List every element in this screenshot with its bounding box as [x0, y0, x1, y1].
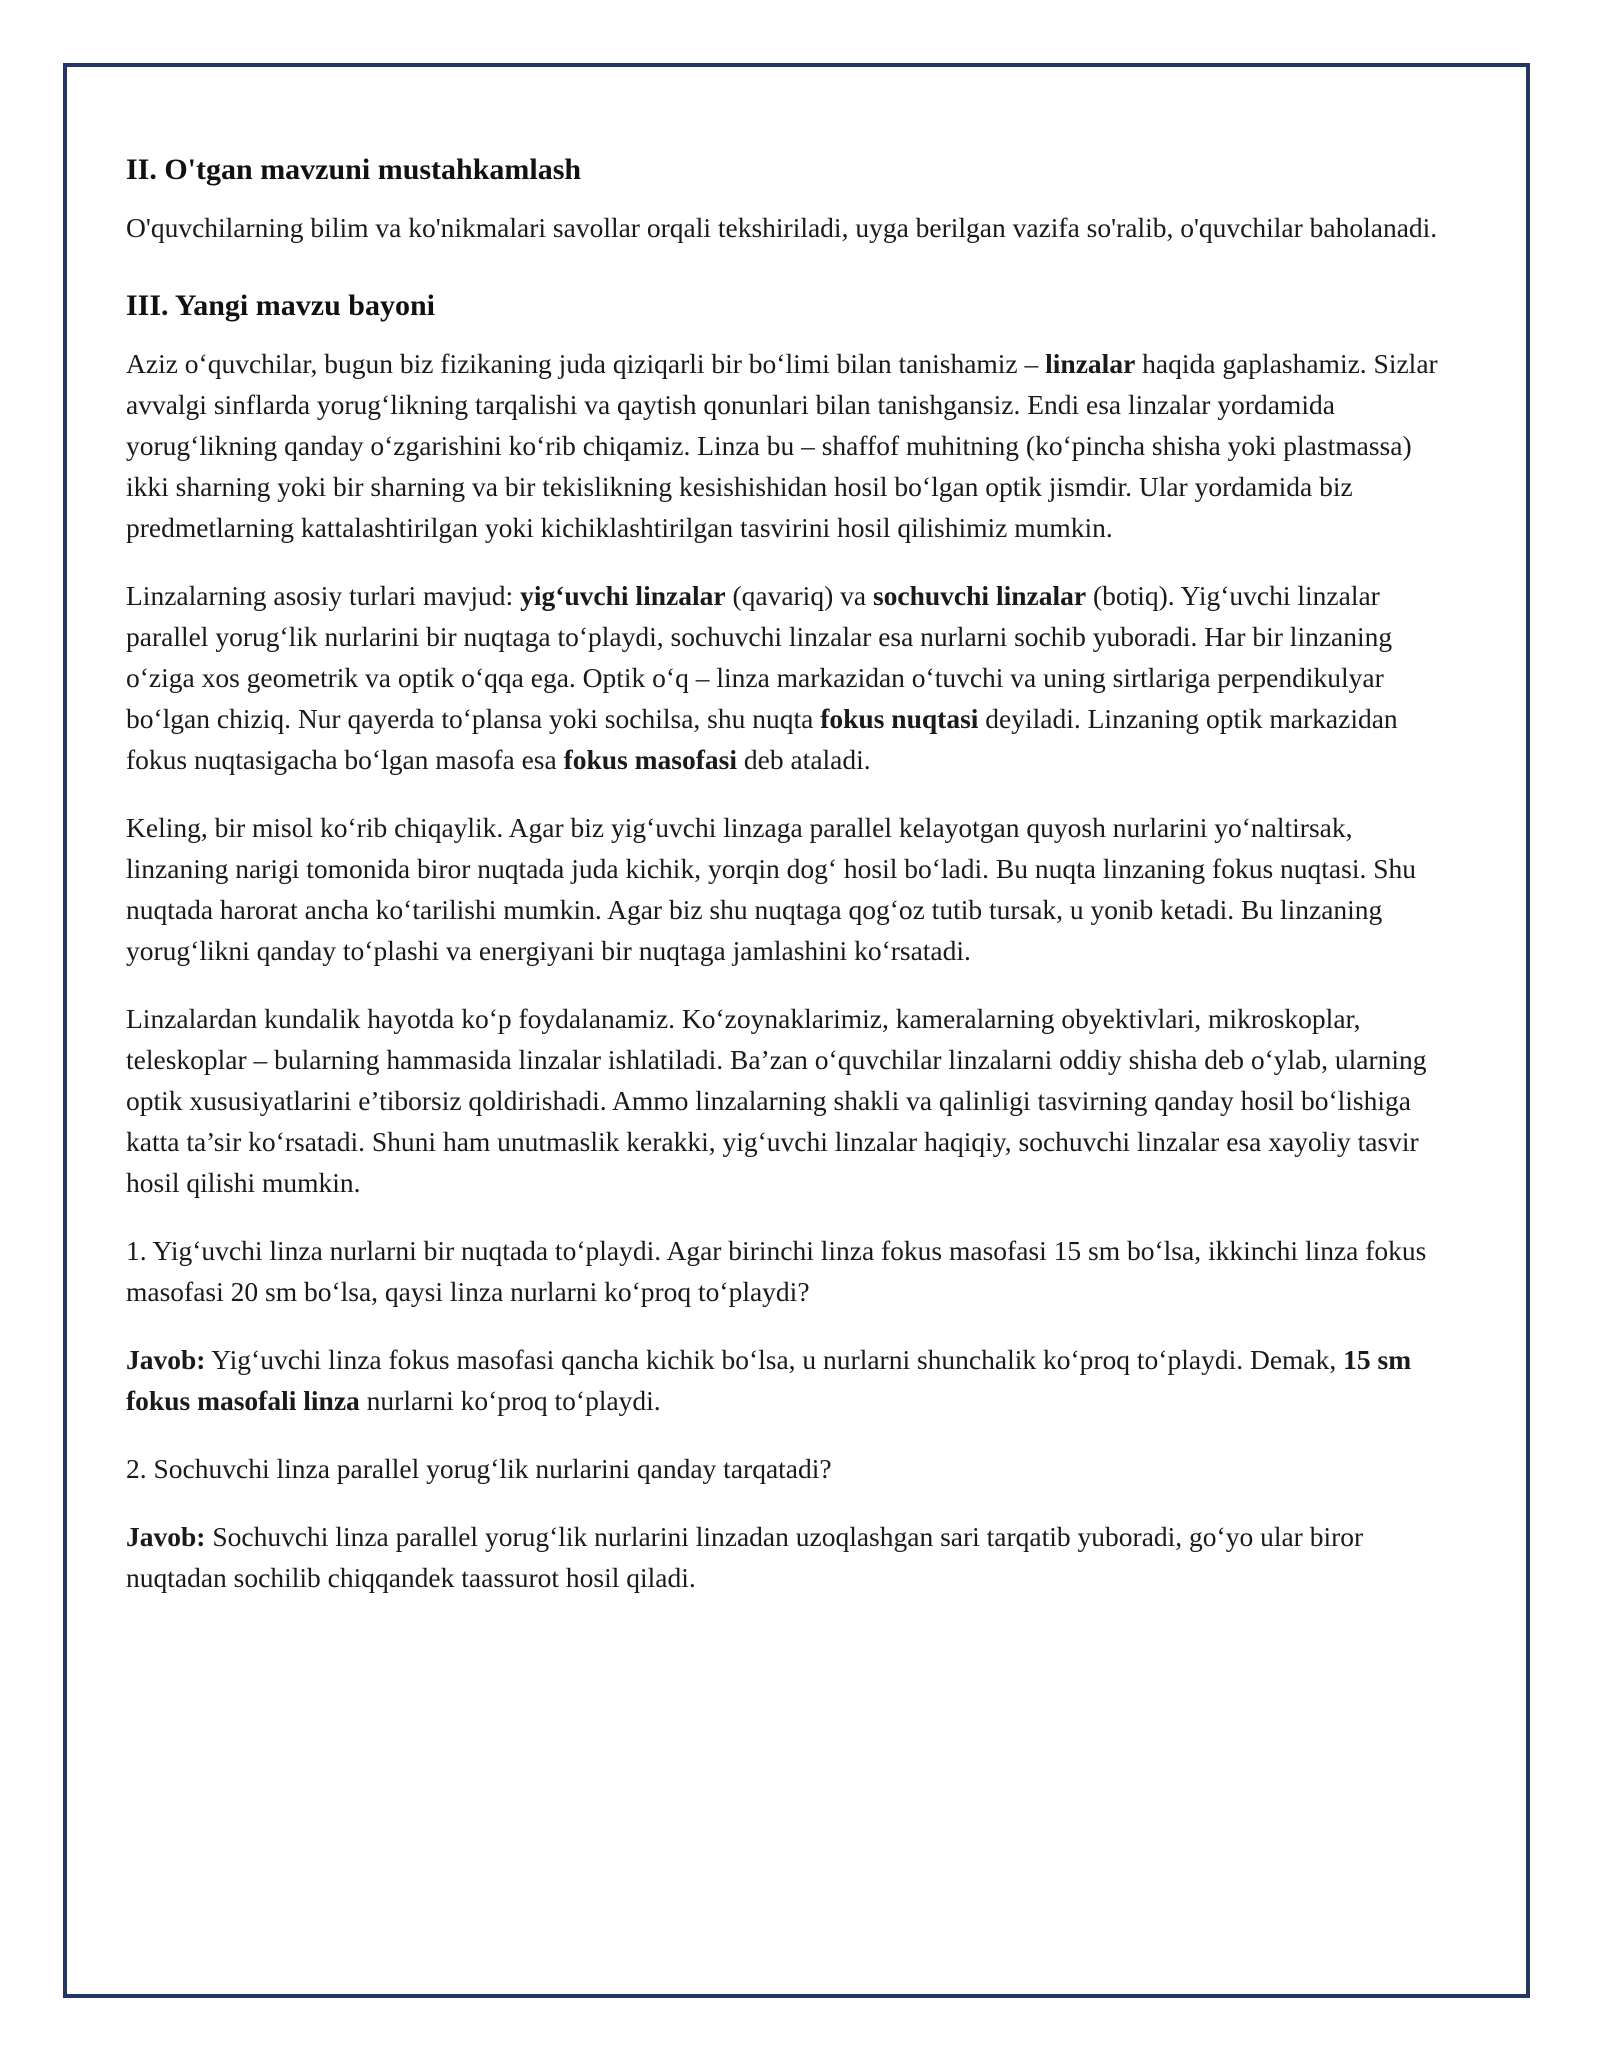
bold-term: 15 sm fokus masofali linza: [126, 1344, 1412, 1416]
text-span: Aziz o‘quvchilar, bugun biz fizikaning juda qiziqarli bir bo‘limi bilan tanishamiz –: [126, 348, 1046, 379]
text-span: (botiq). Yig‘uvchi linzalar parallel yorug‘lik nurlarini bir nuqtaga to‘playdi, sochuvchi linzalar esa nurlarni sochib yuboradi. Har bir linzaning o‘ziga xos geometrik va optik o‘qqa ega. Optik o‘q – linza markazidan o‘tuvchi va uning sirtlariga perpendikulyar bo‘lgan chiziq. Nur qayerda to‘plansa yoki sochilsa, shu nuqta: [126, 580, 1393, 734]
text-span: deyiladi. Linzaning optik markazidan fokus nuqtasigacha bo‘lgan masofa esa: [126, 703, 1398, 775]
section-heading-new-topic: III. Yangi mavzu bayoni: [126, 289, 435, 322]
daily-use-paragraph: Linzalardan kundalik hayotda ko‘p foydalanamiz. Ko‘zoynaklarimiz, kameralarning obyektivlari, mikroskoplar, teleskoplar – bularning hammasida linzalar ishlatiladi. Ba’zan o‘quvchilar linzalarni oddiy shisha deb o‘ylab, ularning optik xususiyatlarini e’tiborsiz qoldirishadi. Ammo linzalarning shakli va qalinligi tasvirning qanday hosil bo‘lishiga katta ta’sir ko‘rsatadi. Shuni ham unutmaslik kerakki, yig‘uvchi linzalar haqiqiy, sochuvchi linzalar esa xayoliy tasvir hosil qilishi mumkin.: [126, 1003, 1427, 1198]
example-paragraph: Keling, bir misol ko‘rib chiqaylik. Agar biz yig‘uvchi linzaga parallel kelayotgan quyosh nurlarini yo‘naltirsak, linzaning narigi tomonida biror nuqtada juda kichik, yorqin dog‘ hosil bo‘ladi. Bu nuqta linzaning fokus nuqtasi. Shu nuqtada harorat ancha ko‘tarilishi mumkin. Agar biz shu nuqtaga qog‘oz tutib tursak, u yonib ketadi. Bu linzaning yorug‘likni qanday to‘plashi va energiyani bir nuqtaga jamlashini ko‘rsatadi.: [126, 812, 1417, 966]
review-paragraph: O'quvchilarning bilim va ko'nikmalari savollar orqali tekshiriladi, uyga berilgan vazifa so'ralib, o'quvchilar baholanadi.: [126, 212, 1438, 243]
section-heading-review: II. O'tgan mavzuni mustahkamlash: [126, 153, 582, 186]
text-span: (qavariq) va: [725, 580, 873, 611]
text-span: Linzalarning asosiy turlari mavjud:: [126, 580, 521, 611]
text-span: Yig‘uvchi linza fokus masofasi qancha kichik bo‘lsa, u nurlarni shunchalik ko‘proq to‘playdi. Demak,: [205, 1344, 1344, 1375]
question-2: 2. Sochuvchi linza parallel yorug‘lik nurlarini qanday tarqatadi?: [126, 1453, 832, 1484]
lens-types-paragraph: [126, 575, 1456, 780]
text-span: Sochuvchi linza parallel yorug‘lik nurlarini linzadan uzoqlashgan sari tarqatib yuboradi, go‘yo ular biror nuqtadan sochilib chiqqandek taassurot hosil qiladi.: [126, 1521, 1364, 1593]
text-span: haqida gaplashamiz. Sizlar avvalgi sinflarda yorug‘likning tarqalishi va qaytish qonunlari bilan tanishgansiz. Endi esa linzalar yordamida yorug‘likning qanday o‘zgarishini ko‘rib chiqamiz. Linza bu – shaffof muhitning (ko‘pincha shisha yoki plastmassa) ikki sharning yoki bir sharning va bir tekislikning kesishishidan hosil bo‘lgan optik jismdir. Ular yordamida biz predmetlarning kattalashtirilgan yoki kichiklashtirilgan tasvirini hosil qilishimiz mumkin.: [126, 348, 1438, 543]
intro-paragraph: [126, 343, 1456, 548]
bold-term: linzalar: [1045, 348, 1136, 379]
bold-term: yig‘uvchi linzalar: [520, 580, 726, 611]
bold-term: fokus masofasi: [563, 744, 738, 775]
question-1: 1. Yig‘uvchi linza nurlarni bir nuqtada to‘playdi. Agar birinchi linza fokus masofasi 15 sm bo‘lsa, ikkinchi linza fokus masofasi 20 sm bo‘lsa, qaysi linza nurlarni ko‘proq to‘playdi?: [126, 1235, 1427, 1307]
answer-1: [126, 1339, 1456, 1421]
text-span: deb ataladi.: [737, 744, 871, 775]
text-span: nurlarni ko‘proq to‘playdi.: [359, 1385, 661, 1416]
answer-label: Javob:: [126, 1344, 206, 1375]
bold-term: sochuvchi linzalar: [872, 580, 1087, 611]
document-content: [126, 150, 1456, 1625]
answer-label: Javob:: [126, 1521, 206, 1552]
answer-2: [126, 1516, 1456, 1598]
bold-term: fokus nuqtasi: [820, 703, 979, 734]
